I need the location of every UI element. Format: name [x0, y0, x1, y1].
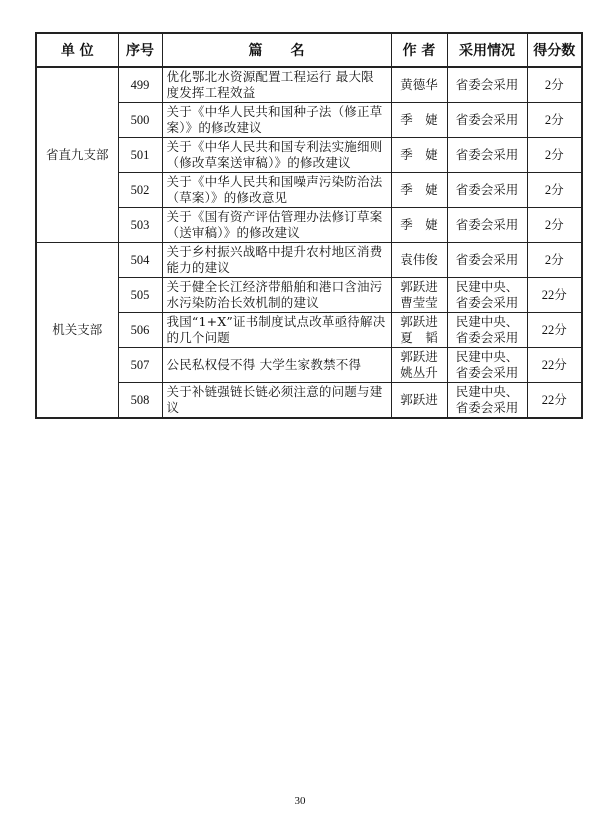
author-cell: 郭跃进 夏 韬 [391, 313, 447, 348]
adoption-cell: 民建中央、 省委会采用 [447, 278, 527, 313]
author-cell: 季 婕 [391, 208, 447, 243]
adoption-cell: 民建中央、 省委会采用 [447, 383, 527, 419]
number-cell: 508 [118, 383, 162, 419]
table-row [36, 138, 582, 173]
author-cell: 郭跃进 曹莹莹 [391, 278, 447, 313]
adoption-cell: 民建中央、 省委会采用 [447, 313, 527, 348]
adoption-cell: 省委会采用 [447, 208, 527, 243]
adoption-cell: 省委会采用 [447, 103, 527, 138]
author-cell: 季 婕 [391, 103, 447, 138]
score-cell: 22分 [527, 313, 582, 348]
page-number: 30 [294, 795, 306, 807]
table-row [36, 383, 582, 419]
score-cell: 2分 [527, 173, 582, 208]
author-cell: 季 婕 [391, 173, 447, 208]
unit-cell: 省直九支部 [36, 67, 118, 243]
adoption-cell: 民建中央、 省委会采用 [447, 348, 527, 383]
title-cell: 公民私权侵不得 大学生家教禁不得 [162, 348, 391, 383]
score-cell: 2分 [527, 243, 582, 278]
title-cell: 我国“1+X”证书制度试点改革亟待解决的几个问题 [162, 313, 391, 348]
table-row [36, 173, 582, 208]
author-cell: 郭跃进 [391, 383, 447, 419]
table-row [36, 313, 582, 348]
number-cell: 500 [118, 103, 162, 138]
author-cell: 袁伟俊 [391, 243, 447, 278]
header-score: 得分数 [527, 33, 582, 67]
score-cell: 22分 [527, 383, 582, 419]
title-cell: 关于《中华人民共和国噪声污染防治法（草案）》的修改意见 [162, 173, 391, 208]
title-cell: 关于《国有资产评估管理办法修订草案（送审稿）》的修改建议 [162, 208, 391, 243]
number-cell: 499 [118, 67, 162, 103]
header-author: 作 者 [391, 33, 447, 67]
title-cell: 关于《中华人民共和国专利法实施细则（修改草案送审稿）》的修改建议 [162, 138, 391, 173]
table-row [36, 348, 582, 383]
author-cell: 黄德华 [391, 67, 447, 103]
table-row [36, 208, 582, 243]
score-table [35, 32, 583, 419]
number-cell: 505 [118, 278, 162, 313]
score-cell: 2分 [527, 67, 582, 103]
title-cell: 关于乡村振兴战略中提升农村地区消费能力的建议 [162, 243, 391, 278]
table-row [36, 67, 582, 103]
adoption-cell: 省委会采用 [447, 243, 527, 278]
table-row [36, 278, 582, 313]
header-title: 篇 名 [162, 33, 391, 67]
header-unit: 单 位 [36, 33, 118, 67]
unit-cell: 机关支部 [36, 243, 118, 419]
score-cell: 22分 [527, 348, 582, 383]
score-cell: 2分 [527, 138, 582, 173]
table-row [36, 243, 582, 278]
adoption-cell: 省委会采用 [447, 173, 527, 208]
score-cell: 22分 [527, 278, 582, 313]
author-cell: 季 婕 [391, 138, 447, 173]
adoption-cell: 省委会采用 [447, 67, 527, 103]
adoption-cell: 省委会采用 [447, 138, 527, 173]
title-cell: 优化鄂北水资源配置工程运行 最大限度发挥工程效益 [162, 67, 391, 103]
author-cell: 郭跃进 姚丛升 [391, 348, 447, 383]
header-adoption: 采用情况 [447, 33, 527, 67]
header-no: 序号 [118, 33, 162, 67]
title-cell: 关于健全长江经济带船舶和港口含油污水污染防治长效机制的建议 [162, 278, 391, 313]
score-cell: 2分 [527, 103, 582, 138]
number-cell: 506 [118, 313, 162, 348]
title-cell: 关于《中华人民共和国种子法（修正草案）》的修改建议 [162, 103, 391, 138]
score-cell: 2分 [527, 208, 582, 243]
number-cell: 502 [118, 173, 162, 208]
title-cell: 关于补链强链长链必须注意的问题与建议 [162, 383, 391, 419]
number-cell: 504 [118, 243, 162, 278]
number-cell: 501 [118, 138, 162, 173]
number-cell: 503 [118, 208, 162, 243]
table-row [36, 103, 582, 138]
number-cell: 507 [118, 348, 162, 383]
table-header-row [36, 33, 582, 67]
